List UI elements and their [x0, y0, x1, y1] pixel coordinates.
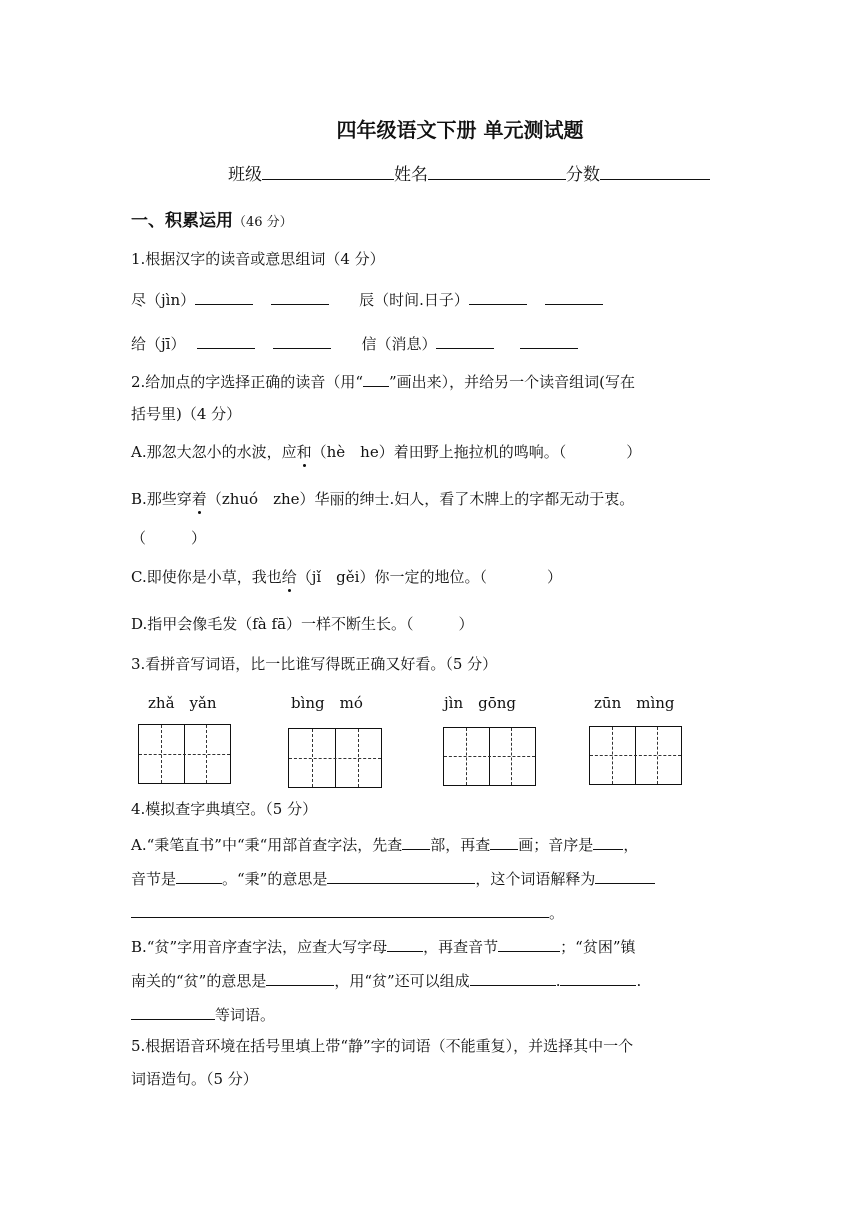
answer-blank[interactable] [195, 303, 253, 305]
q1-prompt: 1.根据汉字的读音或意思组词（4 分） [131, 250, 385, 268]
score-label: 分数 [566, 165, 600, 185]
answer-blank[interactable] [545, 303, 603, 305]
q2-prompt-line2: 括号里)（4 分） [131, 405, 242, 423]
answer-blank[interactable] [560, 984, 636, 986]
score-field[interactable] [600, 178, 710, 180]
answer-blank[interactable] [387, 950, 423, 952]
answer-blank[interactable] [266, 984, 334, 986]
writing-grid[interactable] [443, 727, 536, 786]
answer-blank[interactable] [469, 303, 527, 305]
writing-grid[interactable] [138, 724, 231, 784]
q3-prompt: 3.看拼音写词语，比一比谁写得既正确又好看。（5 分） [131, 655, 498, 673]
answer-blank[interactable] [176, 882, 222, 884]
q2-item-a: A.那忽大忽小的水波，应和（hè he）着田野上拖拉机的鸣响。（ ） [131, 443, 642, 461]
answer-blank[interactable] [593, 848, 623, 850]
q2-prompt-line1: 2.给加点的字选择正确的读音（用“ ”画出来），并给另一个读音组词(写在 [131, 373, 636, 391]
name-label: 姓名 [394, 165, 428, 185]
answer-blank[interactable] [131, 1018, 215, 1020]
writing-grid[interactable] [589, 726, 682, 785]
class-field[interactable] [262, 178, 394, 180]
answer-blank[interactable] [197, 347, 255, 349]
answer-blank[interactable] [273, 347, 331, 349]
answer-blank[interactable] [595, 882, 655, 884]
q5-prompt-line2: 词语造句。（5 分） [131, 1070, 258, 1088]
pinyin-label: zūn mìng [594, 694, 675, 712]
answer-blank[interactable] [520, 347, 578, 349]
q4-b-line2: 南关的“贫”的意思是 ，用“贫”还可以组成 . . [131, 972, 642, 990]
class-label: 班级 [228, 165, 262, 185]
pinyin-label: zhǎ yǎn [148, 694, 217, 712]
answer-blank[interactable] [436, 347, 494, 349]
answer-blank[interactable] [271, 303, 329, 305]
q2-item-d: D.指甲会像毛发（fà fā）一样不断生长。（ ） [131, 615, 474, 633]
answer-blank[interactable] [498, 950, 560, 952]
pinyin-label: bìng mó [291, 694, 363, 712]
q4-b-line3: 等词语。 [131, 1004, 275, 1025]
answer-blank[interactable] [490, 848, 518, 850]
q4-a-line3: 。 [131, 902, 564, 923]
name-field[interactable] [428, 178, 566, 180]
q1-row1: 尽（jìn） 辰（时间.日子） [131, 289, 603, 310]
q4-a-line2: 音节是 。“秉”的意思是 ，这个词语解释为 [131, 868, 655, 889]
section-heading: 一、积累运用（46 分） [131, 211, 293, 231]
q1-row2: 给（jī） 信（消息） [131, 333, 578, 354]
page-title: 四年级语文下册 单元测试题 [336, 118, 584, 142]
answer-blank[interactable] [402, 848, 430, 850]
pinyin-label: jìn gōng [444, 694, 517, 712]
answer-blank[interactable] [327, 882, 475, 884]
q2-item-b: B.那些穿着（zhuó zhe）华丽的绅士.妇人，看了木牌上的字都无动于衷。 [131, 490, 635, 508]
q2-item-b-answer[interactable]: （ ） [131, 529, 207, 547]
answer-blank[interactable] [131, 916, 549, 918]
q4-b-line1: B.“贫”字用音序查字法，应查大写字母 ，再查音节 ；“贫困”镇 [131, 938, 636, 956]
q2-item-c: C.即使你是小草，我也给（jǐ gěi）你一定的地位。（ ） [131, 568, 562, 586]
q4-prompt: 4.模拟查字典填空。（5 分） [131, 800, 318, 818]
writing-grid[interactable] [288, 728, 382, 788]
q4-a-line1: A.“秉笔直书”中“秉“用部首查字法，先查 部，再查 画；音序是 ， [131, 836, 639, 854]
q5-prompt-line1: 5.根据语音环境在括号里填上带“静”字的词语（不能重复），并选择其中一个 [131, 1037, 634, 1055]
answer-blank[interactable] [470, 984, 556, 986]
student-info-line [228, 160, 710, 185]
